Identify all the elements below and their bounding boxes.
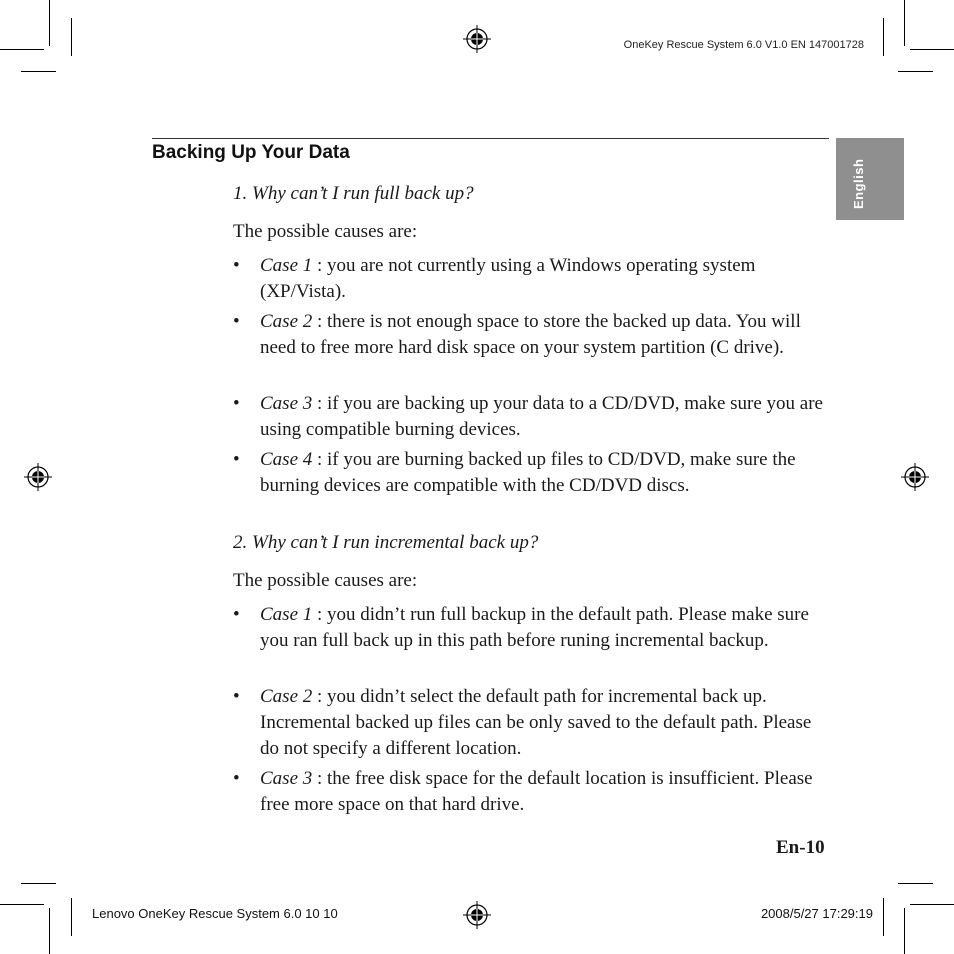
case-label: Case 2 xyxy=(260,686,313,707)
footer-file-info: Lenovo OneKey Rescue System 6.0 10 10 xyxy=(92,906,338,921)
list-item xyxy=(233,684,833,762)
bullet-symbol: • xyxy=(233,311,240,332)
question-1: 1. Why can’t I run full back up? xyxy=(233,183,474,204)
case-text: : you are not currently using a Windows operating system (XP/Vista). xyxy=(260,255,756,302)
crop-mark xyxy=(904,908,905,954)
crop-mark xyxy=(0,904,44,905)
crop-mark xyxy=(910,49,954,50)
crop-mark xyxy=(898,883,933,884)
case-text: : you didn’t select the default path for incremental back up. Incremental backed up files can be only saved to the default path. Please do not specify a different location. xyxy=(260,686,812,759)
bullet-symbol: • xyxy=(233,686,240,707)
registration-mark-icon xyxy=(24,463,52,491)
causes-intro-2: The possible causes are: xyxy=(233,570,418,591)
case-label: Case 2 xyxy=(260,311,313,332)
crop-mark xyxy=(883,898,884,936)
case-text: : you didn’t run full backup in the default path. Please make sure you ran full back up in this path before runing incremental backup. xyxy=(260,604,809,651)
list-item xyxy=(233,391,833,443)
language-tab xyxy=(836,138,904,220)
list-item xyxy=(233,602,833,654)
crop-mark xyxy=(883,18,884,56)
bullet-symbol: • xyxy=(233,449,240,470)
case-text: : the free disk space for the default location is insufficient. Please free more space on that hard drive. xyxy=(260,768,813,815)
crop-mark xyxy=(904,0,905,46)
question-2: 2. Why can’t I run incremental back up? xyxy=(233,532,539,553)
crop-mark xyxy=(910,904,954,905)
section-title: Backing Up Your Data xyxy=(152,142,350,163)
case-text: : there is not enough space to store the backed up data. You will need to free more hard disk space on your system partition (C drive). xyxy=(260,311,801,358)
language-tab-label: English xyxy=(851,158,866,209)
title-rule xyxy=(152,138,829,139)
causes-intro-1: The possible causes are: xyxy=(233,221,418,242)
crop-mark xyxy=(21,71,56,72)
case-text: : if you are burning backed up files to CD/DVD, make sure the burning devices are compatible with the CD/DVD discs. xyxy=(260,449,796,496)
registration-mark-icon xyxy=(463,25,491,53)
crop-mark xyxy=(49,0,50,46)
bullet-symbol: • xyxy=(233,393,240,414)
list-item xyxy=(233,766,833,818)
page-number: En-10 xyxy=(776,837,825,858)
crop-mark xyxy=(0,49,44,50)
case-label: Case 1 xyxy=(260,604,313,625)
case-label: Case 4 xyxy=(260,449,313,470)
list-item xyxy=(233,253,833,305)
case-text: : if you are backing up your data to a CD/DVD, make sure you are using compatible burning devices. xyxy=(260,393,823,440)
list-item xyxy=(233,447,833,499)
list-item xyxy=(233,309,833,361)
crop-mark xyxy=(71,18,72,56)
footer-timestamp: 2008/5/27 17:29:19 xyxy=(760,906,873,921)
crop-mark xyxy=(49,908,50,954)
bullet-symbol: • xyxy=(233,255,240,276)
crop-mark xyxy=(21,883,56,884)
crop-mark xyxy=(898,71,933,72)
registration-mark-icon xyxy=(901,463,929,491)
crop-mark xyxy=(71,898,72,936)
document-id: OneKey Rescue System 6.0 V1.0 EN 147001728 xyxy=(623,39,864,51)
bullet-symbol: • xyxy=(233,768,240,789)
bullet-symbol: • xyxy=(233,604,240,625)
case-label: Case 1 xyxy=(260,255,313,276)
case-label: Case 3 xyxy=(260,393,313,414)
registration-mark-icon xyxy=(463,901,491,929)
case-label: Case 3 xyxy=(260,768,313,789)
